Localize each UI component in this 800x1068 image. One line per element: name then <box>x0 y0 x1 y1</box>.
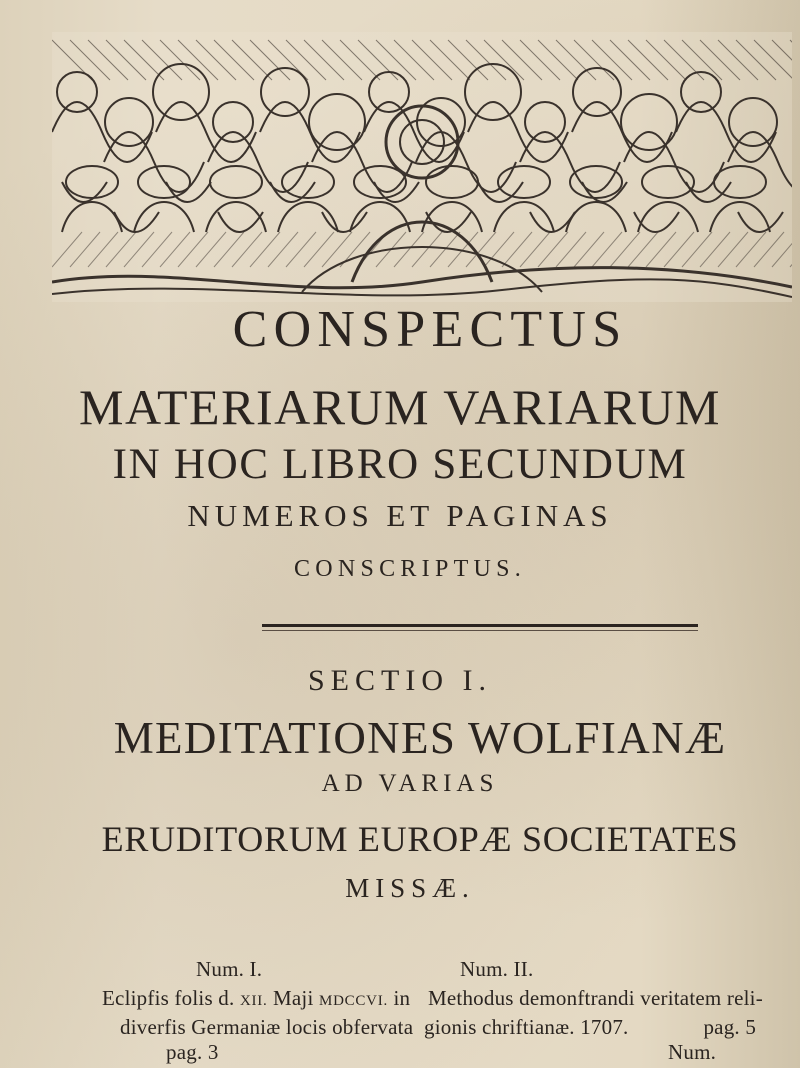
entry-left-page: pag. 3 <box>166 1040 219 1064</box>
entry-left-year: MDCCVI. <box>318 993 388 1009</box>
entry-right-line2 <box>424 1015 756 1040</box>
entry-number-right: Num. II. <box>460 957 534 981</box>
entry-left-line1-a: Eclipfis folis d. <box>102 986 235 1010</box>
entry-number-left: Num. I. <box>196 957 263 981</box>
entry-next-number: Num. <box>668 1040 717 1064</box>
title-materiarum-variarum: MATERIARUM VARIARUM <box>78 379 722 435</box>
section-subtitle-ad-varias: AD VARIAS <box>321 770 499 797</box>
entry-left-numeral: XII. <box>239 993 268 1009</box>
title-numeros-et-paginas: NUMEROS ET PAGINAS <box>187 498 613 533</box>
entry-left-line1-c: in <box>393 986 411 1010</box>
section-subtitle-eruditorum: ERUDITORUM EUROPÆ SOCIETATES <box>101 819 739 859</box>
ornamental-headpiece <box>52 32 792 302</box>
entry-left-line1 <box>102 986 410 1011</box>
entry-left-line1-b: Maji <box>273 986 314 1010</box>
section-label: SECTIO I. <box>308 664 492 697</box>
divider-rule <box>262 624 698 627</box>
entry-right-page: pag. 5 <box>703 1015 757 1039</box>
divider-rule-thin <box>262 630 698 631</box>
section-title: MEDITATIONES WOLFIANÆ <box>113 713 727 763</box>
title-in-hoc-libro: IN HOC LIBRO SECUNDUM <box>112 441 688 488</box>
entry-right-line1: Methodus demonftrandi veritatem reli- <box>428 986 763 1010</box>
title-conspectus: CONSPECTUS <box>232 301 628 358</box>
entry-right-line2-text: gionis chriftianæ. 1707. <box>424 1015 629 1039</box>
title-conscriptus: CONSCRIPTUS. <box>293 556 527 582</box>
section-subtitle-missae: MISSÆ. <box>345 873 475 903</box>
entry-left-line2: diverfis Germaniæ locis obfervata <box>120 1015 414 1039</box>
